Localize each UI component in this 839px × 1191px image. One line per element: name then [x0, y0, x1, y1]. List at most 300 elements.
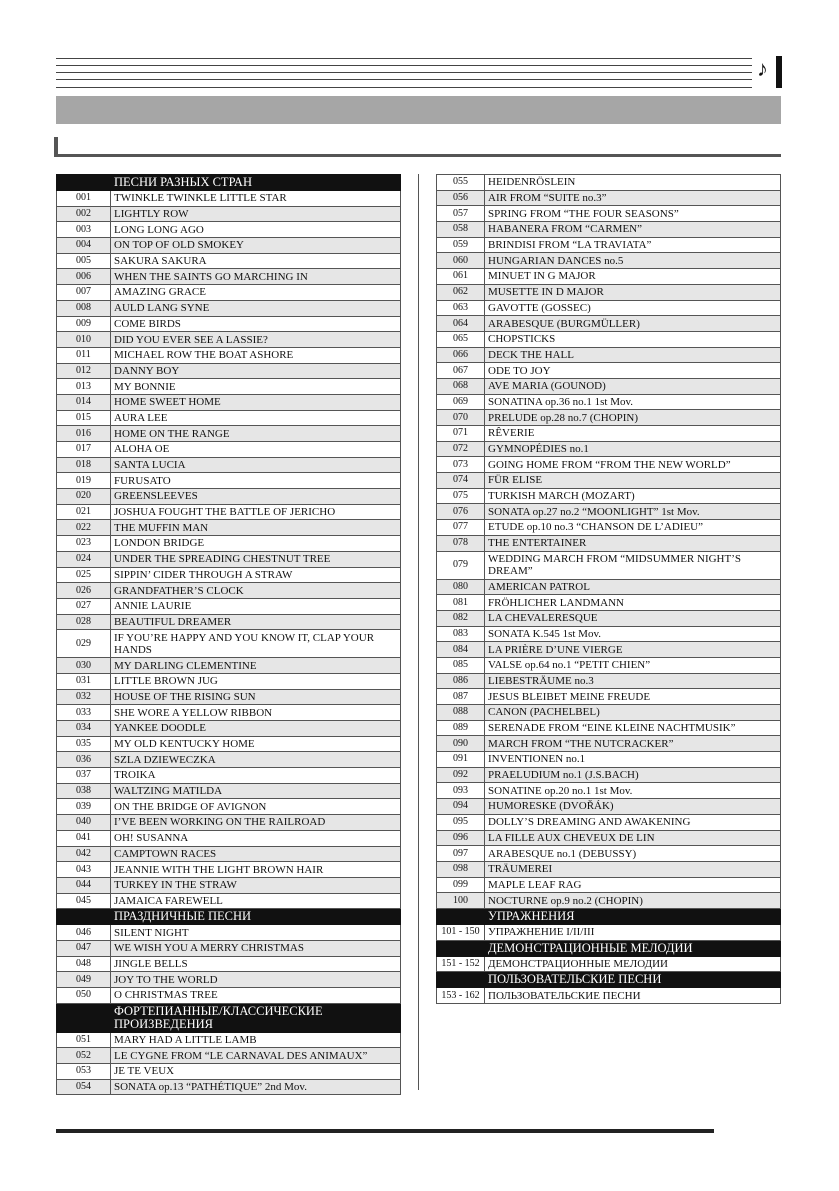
song-row	[57, 300, 401, 316]
song-row	[57, 504, 401, 520]
song-row	[437, 783, 781, 799]
song-row	[437, 988, 781, 1004]
song-row	[57, 815, 401, 831]
song-title: ALOHA OE	[111, 442, 401, 458]
song-number: 100	[437, 893, 485, 909]
song-row	[437, 426, 781, 442]
song-number: 090	[437, 736, 485, 752]
song-title: GAVOTTE (GOSSEC)	[485, 300, 781, 316]
category-spacer	[57, 909, 111, 925]
song-title: LONG LONG AGO	[111, 222, 401, 238]
song-number: 041	[57, 830, 111, 846]
song-title: JINGLE BELLS	[111, 956, 401, 972]
song-number: 087	[437, 689, 485, 705]
song-row	[437, 457, 781, 473]
song-number: 035	[57, 736, 111, 752]
song-row	[57, 658, 401, 674]
song-row	[437, 861, 781, 877]
song-title: TROIKA	[111, 768, 401, 784]
song-title: TURKEY IN THE STRAW	[111, 877, 401, 893]
song-number: 013	[57, 379, 111, 395]
song-title: MAPLE LEAF RAG	[485, 877, 781, 893]
song-row	[437, 705, 781, 721]
song-number: 049	[57, 972, 111, 988]
song-row	[437, 956, 781, 972]
category-title: ДЕМОНСТРАЦИОННЫЕ МЕЛОДИИ	[485, 940, 781, 956]
song-title: PRELUDE op.28 no.7 (CHOPIN)	[485, 410, 781, 426]
song-title: OH! SUSANNA	[111, 830, 401, 846]
song-row	[57, 457, 401, 473]
song-number: 094	[437, 799, 485, 815]
song-list-left	[56, 174, 401, 1095]
song-title: DOLLY’S DREAMING AND AWAKENING	[485, 814, 781, 830]
song-title: DID YOU EVER SEE A LASSIE?	[111, 332, 401, 348]
song-row	[437, 206, 781, 222]
song-title: AMERICAN PATROL	[485, 579, 781, 595]
song-title: JESUS BLEIBET MEINE FREUDE	[485, 689, 781, 705]
song-title: MY DARLING CLEMENTINE	[111, 658, 401, 674]
song-row	[437, 736, 781, 752]
song-title: LE CYGNE FROM “LE CARNAVAL DES ANIMAUX”	[111, 1048, 401, 1064]
section-heading-bracket	[54, 137, 781, 157]
song-title: WE WISH YOU A MERRY CHRISTMAS	[111, 940, 401, 956]
song-number: 051	[57, 1032, 111, 1048]
song-number: 070	[437, 410, 485, 426]
song-number: 024	[57, 551, 111, 567]
song-title: HEIDENRÖSLEIN	[485, 175, 781, 191]
song-row	[57, 799, 401, 815]
song-number: 043	[57, 862, 111, 878]
song-row	[57, 567, 401, 583]
song-row	[57, 520, 401, 536]
song-row	[437, 504, 781, 520]
song-row	[437, 363, 781, 379]
song-title: LIEBESTRÄUME no.3	[485, 673, 781, 689]
song-number: 010	[57, 332, 111, 348]
song-row	[57, 583, 401, 599]
song-number: 021	[57, 504, 111, 520]
song-row	[57, 972, 401, 988]
song-title: COME BIRDS	[111, 316, 401, 332]
song-row	[437, 846, 781, 862]
song-row	[57, 206, 401, 222]
song-number: 059	[437, 237, 485, 253]
song-row	[57, 191, 401, 207]
song-number: 017	[57, 442, 111, 458]
song-list-right	[436, 174, 781, 1004]
song-row	[437, 610, 781, 626]
song-row	[437, 752, 781, 768]
song-title: CHOPSTICKS	[485, 331, 781, 347]
song-row	[57, 830, 401, 846]
song-table-right	[437, 175, 781, 1004]
song-title: TURKISH MARCH (MOZART)	[485, 488, 781, 504]
song-row	[57, 489, 401, 505]
song-number: 097	[437, 846, 485, 862]
staff-line	[56, 79, 752, 80]
song-title: ARABESQUE no.1 (DEBUSSY)	[485, 846, 781, 862]
song-title: TRÄUMEREI	[485, 861, 781, 877]
song-title: SONATA op.27 no.2 “MOONLIGHT” 1st Mov.	[485, 504, 781, 520]
song-title: VALSE op.64 no.1 “PETIT CHIEN”	[485, 657, 781, 673]
song-number: 058	[437, 222, 485, 238]
song-number: 084	[437, 642, 485, 658]
song-number: 028	[57, 614, 111, 630]
song-number: 039	[57, 799, 111, 815]
song-row	[437, 657, 781, 673]
song-title: HOUSE OF THE RISING SUN	[111, 689, 401, 705]
song-row	[437, 579, 781, 595]
song-number: 038	[57, 783, 111, 799]
song-number: 044	[57, 877, 111, 893]
song-title: JOY TO THE WORLD	[111, 972, 401, 988]
song-number: 026	[57, 583, 111, 599]
song-number: 099	[437, 877, 485, 893]
song-row	[437, 720, 781, 736]
song-title: TWINKLE TWINKLE LITTLE STAR	[111, 191, 401, 207]
song-number: 001	[57, 191, 111, 207]
song-number: 085	[437, 657, 485, 673]
song-number: 006	[57, 269, 111, 285]
song-number: 032	[57, 689, 111, 705]
song-number: 015	[57, 410, 111, 426]
song-title: SPRING FROM “THE FOUR SEASONS”	[485, 206, 781, 222]
column-divider	[418, 174, 419, 1090]
song-title: ON THE BRIDGE OF AVIGNON	[111, 799, 401, 815]
song-row	[57, 253, 401, 269]
song-title: FÜR ELISE	[485, 473, 781, 489]
song-number: 029	[57, 630, 111, 658]
song-title: ARABESQUE (BURGMÜLLER)	[485, 316, 781, 332]
song-title: JAMAICA FAREWELL	[111, 893, 401, 909]
song-title: LA CHEVALERESQUE	[485, 610, 781, 626]
category-header-row	[57, 175, 401, 191]
song-number: 003	[57, 222, 111, 238]
song-row	[57, 768, 401, 784]
song-number: 004	[57, 238, 111, 254]
song-row	[57, 614, 401, 630]
song-row	[57, 673, 401, 689]
song-title: SAKURA SAKURA	[111, 253, 401, 269]
song-row	[57, 316, 401, 332]
song-row	[57, 347, 401, 363]
song-number: 011	[57, 347, 111, 363]
song-number: 052	[57, 1048, 111, 1064]
song-row	[57, 893, 401, 909]
song-row	[437, 877, 781, 893]
category-header-row	[437, 972, 781, 988]
song-row	[437, 473, 781, 489]
song-number: 151 - 152	[437, 956, 485, 972]
song-number: 067	[437, 363, 485, 379]
song-row	[437, 347, 781, 363]
song-row	[437, 331, 781, 347]
song-row	[437, 520, 781, 536]
song-number: 030	[57, 658, 111, 674]
song-row	[57, 689, 401, 705]
song-number: 054	[57, 1079, 111, 1095]
song-row	[437, 673, 781, 689]
category-title: ПОЛЬЗОВАТЕЛЬСКИЕ ПЕСНИ	[485, 972, 781, 988]
song-row	[57, 332, 401, 348]
song-title: MARCH FROM “THE NUTCRACKER”	[485, 736, 781, 752]
song-row	[437, 253, 781, 269]
song-number: 019	[57, 473, 111, 489]
song-row	[437, 767, 781, 783]
song-title: LA FILLE AUX CHEVEUX DE LIN	[485, 830, 781, 846]
song-title: SILENT NIGHT	[111, 925, 401, 941]
song-row	[437, 924, 781, 940]
song-number: 095	[437, 814, 485, 830]
song-title: УПРАЖНЕНИЕ I/II/III	[485, 924, 781, 940]
song-row	[57, 410, 401, 426]
song-row	[57, 269, 401, 285]
song-title: WHEN THE SAINTS GO MARCHING IN	[111, 269, 401, 285]
category-title: ПРАЗДНИЧНЫЕ ПЕСНИ	[111, 909, 401, 925]
song-title: SERENADE FROM “EINE KLEINE NACHTMUSIK”	[485, 720, 781, 736]
song-number: 088	[437, 705, 485, 721]
song-row	[437, 535, 781, 551]
song-row	[57, 630, 401, 658]
song-title: LA PRIÈRE D’UNE VIERGE	[485, 642, 781, 658]
eighth-note-icon: ♪	[757, 56, 768, 81]
category-spacer	[57, 175, 111, 191]
song-row	[57, 940, 401, 956]
song-title: FURUSATO	[111, 473, 401, 489]
song-title: BEAUTIFUL DREAMER	[111, 614, 401, 630]
song-number: 091	[437, 752, 485, 768]
song-title: NOCTURNE op.9 no.2 (CHOPIN)	[485, 893, 781, 909]
song-title: SIPPIN’ CIDER THROUGH A STRAW	[111, 567, 401, 583]
song-title: AURA LEE	[111, 410, 401, 426]
song-number: 034	[57, 721, 111, 737]
song-number: 086	[437, 673, 485, 689]
song-number: 078	[437, 535, 485, 551]
category-header-row	[437, 908, 781, 924]
song-title: HOME SWEET HOME	[111, 394, 401, 410]
category-header-row	[57, 909, 401, 925]
song-number: 063	[437, 300, 485, 316]
staff-bar	[776, 56, 782, 88]
song-row	[57, 1032, 401, 1048]
song-number: 009	[57, 316, 111, 332]
song-number: 055	[437, 175, 485, 191]
song-title: ODE TO JOY	[485, 363, 781, 379]
song-title: SONATA K.545 1st Mov.	[485, 626, 781, 642]
song-number: 076	[437, 504, 485, 520]
song-title: MUSETTE IN D MAJOR	[485, 284, 781, 300]
song-row	[437, 642, 781, 658]
song-title: MY OLD KENTUCKY HOME	[111, 736, 401, 752]
song-row	[57, 238, 401, 254]
song-number: 061	[437, 269, 485, 285]
song-title: YANKEE DOODLE	[111, 721, 401, 737]
song-number: 098	[437, 861, 485, 877]
song-title: SONATINE op.20 no.1 1st Mov.	[485, 783, 781, 799]
category-header-row	[437, 940, 781, 956]
song-row	[437, 316, 781, 332]
staff-line	[56, 87, 752, 88]
song-number: 092	[437, 767, 485, 783]
song-row	[437, 300, 781, 316]
song-row	[57, 222, 401, 238]
song-row	[437, 488, 781, 504]
song-title: THE ENTERTAINER	[485, 535, 781, 551]
song-row	[57, 752, 401, 768]
song-title: ANNIE LAURIE	[111, 598, 401, 614]
song-row	[57, 956, 401, 972]
song-number: 027	[57, 598, 111, 614]
song-number: 037	[57, 768, 111, 784]
song-row	[57, 379, 401, 395]
song-number: 022	[57, 520, 111, 536]
song-row	[437, 222, 781, 238]
song-number: 064	[437, 316, 485, 332]
song-row	[437, 284, 781, 300]
song-row	[57, 473, 401, 489]
song-number: 080	[437, 579, 485, 595]
song-title: MINUET IN G MAJOR	[485, 269, 781, 285]
song-row	[57, 536, 401, 552]
song-title: MARY HAD A LITTLE LAMB	[111, 1032, 401, 1048]
song-title: SONATINA op.36 no.1 1st Mov.	[485, 394, 781, 410]
song-title: JE TE VEUX	[111, 1064, 401, 1080]
song-number: 012	[57, 363, 111, 379]
song-title: HOME ON THE RANGE	[111, 426, 401, 442]
song-title: SZLA DZIEWECZKA	[111, 752, 401, 768]
song-row	[57, 285, 401, 301]
song-title: MICHAEL ROW THE BOAT ASHORE	[111, 347, 401, 363]
song-row	[437, 394, 781, 410]
song-title: CAMPTOWN RACES	[111, 846, 401, 862]
song-row	[437, 551, 781, 579]
staff-line	[56, 65, 752, 66]
song-number: 036	[57, 752, 111, 768]
song-number: 007	[57, 285, 111, 301]
song-row	[57, 1048, 401, 1064]
song-title: UNDER THE SPREADING CHESTNUT TREE	[111, 551, 401, 567]
song-number: 082	[437, 610, 485, 626]
song-row	[437, 410, 781, 426]
song-row	[437, 441, 781, 457]
category-spacer	[437, 908, 485, 924]
song-number: 066	[437, 347, 485, 363]
song-number: 065	[437, 331, 485, 347]
song-title: BRINDISI FROM “LA TRAVIATA”	[485, 237, 781, 253]
song-number: 073	[437, 457, 485, 473]
song-number: 040	[57, 815, 111, 831]
song-title: IF YOU’RE HAPPY AND YOU KNOW IT, CLAP YOUR HANDS	[111, 630, 401, 658]
song-number: 005	[57, 253, 111, 269]
song-number: 053	[57, 1064, 111, 1080]
song-title: FRÖHLICHER LANDMANN	[485, 595, 781, 611]
song-title: CANON (PACHELBEL)	[485, 705, 781, 721]
song-row	[57, 736, 401, 752]
song-title: DANNY BOY	[111, 363, 401, 379]
category-title: УПРАЖНЕНИЯ	[485, 908, 781, 924]
song-title: O CHRISTMAS TREE	[111, 988, 401, 1004]
song-number: 060	[437, 253, 485, 269]
song-number: 072	[437, 441, 485, 457]
song-row	[437, 175, 781, 191]
song-title: DECK THE HALL	[485, 347, 781, 363]
song-number: 077	[437, 520, 485, 536]
song-row	[57, 426, 401, 442]
song-number: 020	[57, 489, 111, 505]
song-title: GOING HOME FROM “FROM THE NEW WORLD”	[485, 457, 781, 473]
song-title: LIGHTLY ROW	[111, 206, 401, 222]
song-number: 074	[437, 473, 485, 489]
song-title: WEDDING MARCH FROM “MIDSUMMER NIGHT’S DREAM”	[485, 551, 781, 579]
song-number: 008	[57, 300, 111, 316]
song-row	[437, 237, 781, 253]
song-title: ПОЛЬЗОВАТЕЛЬСКИЕ ПЕСНИ	[485, 988, 781, 1004]
song-number: 023	[57, 536, 111, 552]
category-title: ФОРТЕПИАННЫЕ/КЛАССИЧЕСКИЕ ПРОИЗВЕДЕНИЯ	[111, 1003, 401, 1032]
song-row	[57, 1064, 401, 1080]
song-title: THE MUFFIN MAN	[111, 520, 401, 536]
chapter-band	[56, 96, 781, 124]
song-title: LONDON BRIDGE	[111, 536, 401, 552]
song-row	[57, 705, 401, 721]
song-row	[57, 442, 401, 458]
song-title: SHE WORE A YELLOW RIBBON	[111, 705, 401, 721]
song-title: GREENSLEEVES	[111, 489, 401, 505]
song-row	[57, 877, 401, 893]
song-row	[57, 394, 401, 410]
song-row	[57, 551, 401, 567]
song-title: LITTLE BROWN JUG	[111, 673, 401, 689]
song-number: 033	[57, 705, 111, 721]
song-number: 069	[437, 394, 485, 410]
song-number: 081	[437, 595, 485, 611]
category-spacer	[57, 1003, 111, 1032]
song-number: 042	[57, 846, 111, 862]
song-number: 045	[57, 893, 111, 909]
song-row	[437, 799, 781, 815]
song-title: RÊVERIE	[485, 426, 781, 442]
song-title: AIR FROM “SUITE no.3”	[485, 190, 781, 206]
song-row	[437, 190, 781, 206]
song-number: 047	[57, 940, 111, 956]
song-number: 018	[57, 457, 111, 473]
song-title: ETUDE op.10 no.3 “CHANSON DE L’ADIEU”	[485, 520, 781, 536]
song-row	[437, 893, 781, 909]
song-number: 153 - 162	[437, 988, 485, 1004]
song-row	[57, 846, 401, 862]
song-table-left	[57, 175, 401, 1095]
song-title: GYMNOPÉDIES no.1	[485, 441, 781, 457]
song-number: 068	[437, 378, 485, 394]
song-title: SANTA LUCIA	[111, 457, 401, 473]
staff-line	[56, 72, 752, 73]
song-row	[437, 814, 781, 830]
song-row	[57, 598, 401, 614]
song-title: HUMORESKE (DVOŘÁK)	[485, 799, 781, 815]
song-title: GRANDFATHER’S CLOCK	[111, 583, 401, 599]
song-row	[437, 595, 781, 611]
song-number: 002	[57, 206, 111, 222]
song-row	[57, 783, 401, 799]
song-title: I’VE BEEN WORKING ON THE RAILROAD	[111, 815, 401, 831]
song-row	[437, 378, 781, 394]
category-title: ПЕСНИ РАЗНЫХ СТРАН	[111, 175, 401, 191]
song-number: 016	[57, 426, 111, 442]
song-title: JEANNIE WITH THE LIGHT BROWN HAIR	[111, 862, 401, 878]
song-row	[57, 363, 401, 379]
song-number: 050	[57, 988, 111, 1004]
song-row	[437, 689, 781, 705]
